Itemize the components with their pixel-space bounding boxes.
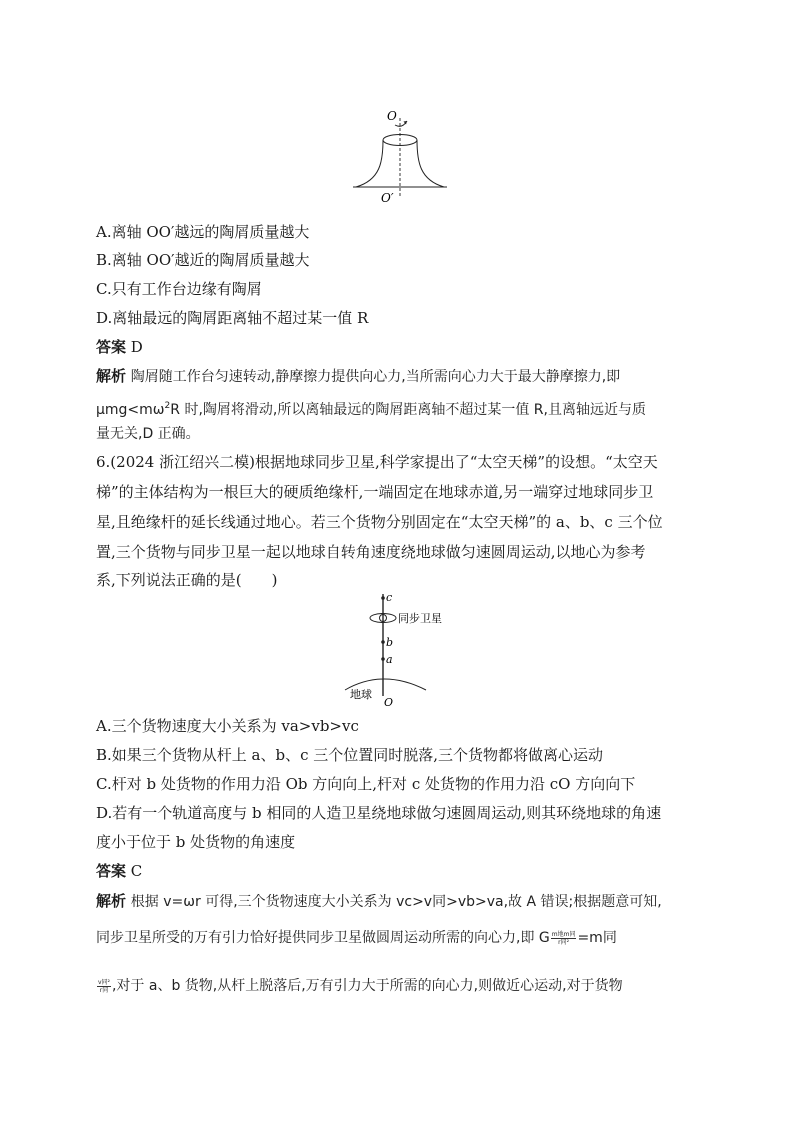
q6-stem-line2: 梯”的主体结构为一根巨大的硬质绝缘杆,一端固定在地球赤道,另一端穿过地球同步卫 [96,483,654,501]
q6-stem-line1: 6.(2024 浙江绍兴二模)根据地球同步卫星,科学家提出了“太空天梯”的设想。“太空天 [96,453,658,471]
figure2-label-b: b [386,636,394,649]
q5-analysis-label: 解析 [96,367,127,385]
figure1-label-bottom: O′ [381,191,394,205]
q6-answer [96,861,142,881]
figure2-label-c: c [386,591,393,604]
fraction2-denominator: r同 [99,986,109,994]
q5-answer-value: D [130,338,143,356]
q5-analysis-text1: 陶屑随工作台匀速转动,静摩擦力提供向心力,当所需向心力大于最大静摩擦力,即 [130,369,621,385]
figure2-label-a: a [386,653,393,666]
q6-answer-value: C [130,862,143,880]
q6-analysis-line2 [96,928,617,948]
q5-analysis-exponent: 2 [164,401,171,411]
q6-analysis-label: 解析 [96,892,127,910]
q5-option-d: D.离轴最远的陶屑距离轴不超过某一值 R [96,309,369,327]
q6-analysis-text2-tail: =m同 [577,930,617,946]
q5-analysis-formula: μmg<mω [96,402,165,418]
q6-option-d-line2: 度小于位于 b 处货物的角速度 [96,833,296,851]
q6-option-b: B.如果三个货物从杆上 a、b、c 三个位置同时脱落,三个货物都将做离心运动 [96,746,604,764]
q6-analysis-text1: 根据 v=ωr 可得,三个货物速度大小关系为 vc>v同>vb>va,故 A 错误;根据题意可知, [130,894,662,910]
q6-analysis-fraction2 [97,979,111,994]
figure2-label-satellite: 同步卫星 [398,612,442,625]
q5-option-a: A.离轴 OO′越远的陶屑质量越大 [96,223,310,241]
q6-analysis-line1 [96,891,662,912]
q6-analysis-fraction1 [551,931,577,946]
q6-stem-line4: 置,三个货物与同步卫星一起以地球自转角速度绕地球做匀速圆周运动,以地心为参考 [96,543,646,561]
q6-stem-line5: 系,下列说法正确的是( ) [96,571,278,589]
figure2-label-o: O [384,696,394,709]
q6-analysis-line3 [96,976,623,996]
q6-option-d-line1: D.若有一个轨道高度与 b 相同的人造卫星绕地球做匀速圆周运动,则其环绕地球的角速 [96,804,662,822]
q5-analysis-line3: 量无关,D 正确。 [96,426,200,442]
q5-option-c: C.只有工作台边缘有陶屑 [96,280,262,298]
figure-space-elevator [340,590,460,710]
q5-answer [96,337,143,357]
q5-analysis-line2 [96,396,646,420]
q6-analysis-text3: ,对于 a、b 货物,从杆上脱落后,万有引力大于所需的向心力,则做近心运动,对于货物 [111,978,623,994]
figure2-label-earth: 地球 [350,688,372,701]
fraction1-numerator: m地m同 [551,930,576,938]
q5-analysis-text2: R 时,陶屑将滑动,所以离轴最远的陶屑距离轴不超过某一值 R,且离轴远近与质 [170,402,646,418]
figure-pottery-wheel [350,102,450,206]
fraction2-numerator: v同² [98,978,110,986]
fraction1-denominator: r同² [558,938,570,946]
q6-answer-label: 答案 [96,862,127,880]
q6-analysis-text2: 同步卫星所受的万有引力恰好提供同步卫星做圆周运动所需的向心力,即 G [96,930,550,946]
q6-option-a: A.三个货物速度大小关系为 va>vb>vc [96,717,359,735]
q6-stem-line3: 星,且绝缘杆的延长线通过地心。若三个货物分别固定在“太空天梯”的 a、b、c 三个位 [96,513,663,531]
figure1-label-top: O [387,109,397,123]
q6-option-c: C.杆对 b 处货物的作用力沿 Ob 方向向上,杆对 c 处货物的作用力沿 cO 方向向下 [96,775,636,793]
q5-option-b: B.离轴 OO′越近的陶屑质量越大 [96,251,310,269]
q5-analysis-line1 [96,366,620,387]
q5-answer-label: 答案 [96,338,127,356]
